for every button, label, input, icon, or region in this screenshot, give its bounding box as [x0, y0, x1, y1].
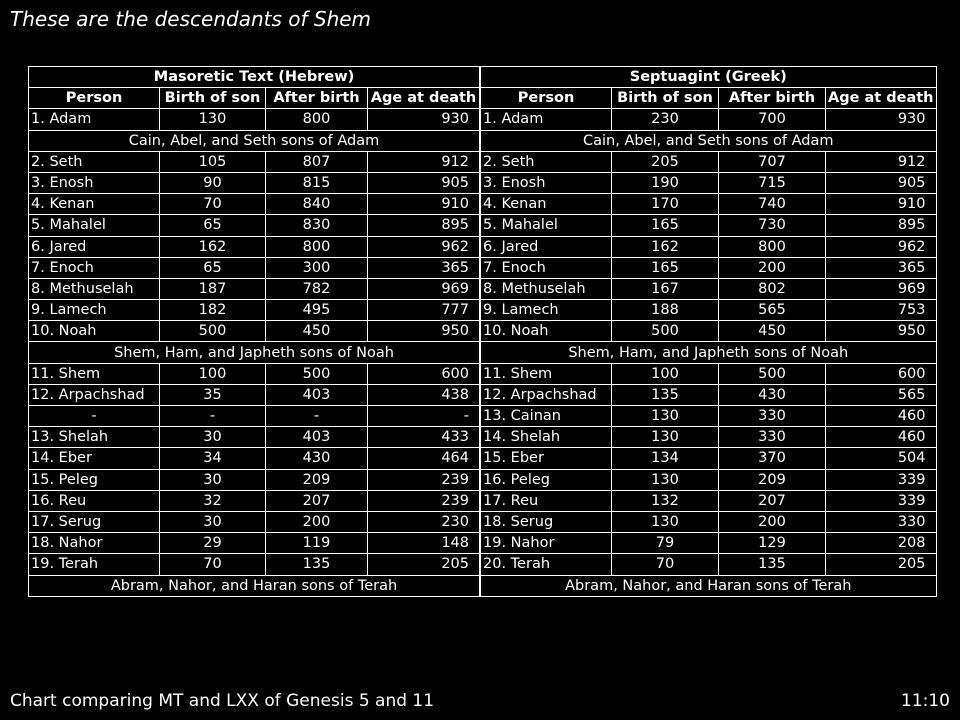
person-cell: 15. Eber	[481, 448, 612, 469]
table-row	[481, 384, 937, 405]
person-cell: 8. Methuselah	[481, 278, 612, 299]
age-at-death-cell: 777	[368, 300, 480, 321]
after-birth-cell: 207	[719, 490, 826, 511]
table-row	[481, 194, 937, 215]
table-row	[29, 257, 480, 278]
after-birth-cell: 403	[266, 384, 368, 405]
table-row	[29, 533, 480, 554]
table-row	[29, 278, 480, 299]
person-cell: 18. Nahor	[29, 533, 160, 554]
birth-of-son-cell: 29	[160, 533, 266, 554]
birth-of-son-cell: 100	[612, 363, 719, 384]
age-at-death-cell: 433	[368, 427, 480, 448]
after-birth-cell: 207	[266, 490, 368, 511]
table-row	[481, 406, 937, 427]
after-birth-cell: 330	[719, 427, 826, 448]
birth-of-son-cell: 34	[160, 448, 266, 469]
col-birth-of-son: Birth of son	[612, 88, 719, 109]
table-row	[29, 321, 480, 342]
person-cell: 1. Adam	[481, 109, 612, 130]
age-at-death-cell: 339	[826, 469, 937, 490]
lxx-table	[480, 66, 937, 597]
table-row	[481, 172, 937, 193]
after-birth-cell: 800	[266, 109, 368, 130]
birth-of-son-cell: 165	[612, 257, 719, 278]
after-birth-cell: 840	[266, 194, 368, 215]
after-birth-cell: 129	[719, 533, 826, 554]
birth-of-son-cell: 130	[612, 511, 719, 532]
person-cell: 19. Nahor	[481, 533, 612, 554]
birth-of-son-cell: 130	[612, 427, 719, 448]
col-person: Person	[481, 88, 612, 109]
birth-of-son-cell: 65	[160, 215, 266, 236]
age-at-death-cell: 239	[368, 469, 480, 490]
slide-title: These are the descendants of Shem	[10, 7, 372, 31]
age-at-death-cell: 460	[826, 427, 937, 448]
table-row	[481, 427, 937, 448]
after-birth-cell: 700	[719, 109, 826, 130]
age-at-death-cell: 969	[826, 278, 937, 299]
age-at-death-cell: 950	[368, 321, 480, 342]
birth-of-son-cell: 205	[612, 151, 719, 172]
person-cell: 15. Peleg	[29, 469, 160, 490]
birth-of-son-cell: 30	[160, 511, 266, 532]
table-row	[481, 236, 937, 257]
birth-of-son-cell: 30	[160, 469, 266, 490]
person-cell: 4. Kenan	[481, 194, 612, 215]
birth-of-son-cell: 162	[612, 236, 719, 257]
birth-of-son-cell: 130	[612, 469, 719, 490]
birth-of-son-cell: 65	[160, 257, 266, 278]
person-cell: 5. Mahalel	[481, 215, 612, 236]
table-row	[29, 236, 480, 257]
person-cell: 2. Seth	[481, 151, 612, 172]
after-birth-cell: 135	[266, 554, 368, 575]
birth-of-son-cell: 32	[160, 490, 266, 511]
table-row	[29, 384, 480, 405]
table-row	[481, 321, 937, 342]
after-birth-cell: 500	[266, 363, 368, 384]
col-age-at-death: Age at death	[368, 88, 480, 109]
note-cell: Cain, Abel, and Seth sons of Adam	[481, 130, 937, 151]
age-at-death-cell: 464	[368, 448, 480, 469]
person-cell: 13. Shelah	[29, 427, 160, 448]
birth-of-son-cell: 167	[612, 278, 719, 299]
age-at-death-cell: 905	[826, 172, 937, 193]
person-cell: 16. Peleg	[481, 469, 612, 490]
person-cell: 11. Shem	[481, 363, 612, 384]
age-at-death-cell: 962	[368, 236, 480, 257]
person-cell: 17. Reu	[481, 490, 612, 511]
after-birth-cell: 807	[266, 151, 368, 172]
person-cell: 6. Jared	[29, 236, 160, 257]
table-row	[29, 109, 480, 130]
person-cell: -	[29, 406, 160, 427]
table-row	[29, 172, 480, 193]
person-cell: 7. Enoch	[29, 257, 160, 278]
birth-of-son-cell: 170	[612, 194, 719, 215]
birth-of-son-cell: 79	[612, 533, 719, 554]
table-row	[29, 151, 480, 172]
person-cell: 9. Lamech	[29, 300, 160, 321]
after-birth-cell: 730	[719, 215, 826, 236]
mt-heading: Masoretic Text (Hebrew)	[29, 67, 480, 88]
after-birth-cell: 800	[266, 236, 368, 257]
col-person: Person	[29, 88, 160, 109]
birth-of-son-cell: 230	[612, 109, 719, 130]
after-birth-cell: 800	[719, 236, 826, 257]
birth-of-son-cell: 130	[612, 406, 719, 427]
person-cell: 10. Noah	[29, 321, 160, 342]
birth-of-son-cell: 70	[160, 194, 266, 215]
person-cell: 9. Lamech	[481, 300, 612, 321]
table-row	[481, 109, 937, 130]
age-at-death-cell: 460	[826, 406, 937, 427]
person-cell: 14. Eber	[29, 448, 160, 469]
person-cell: 16. Reu	[29, 490, 160, 511]
age-at-death-cell: 330	[826, 511, 937, 532]
table-row	[481, 469, 937, 490]
birth-of-son-cell: 105	[160, 151, 266, 172]
table-row	[481, 363, 937, 384]
person-cell: 2. Seth	[29, 151, 160, 172]
table-row	[481, 533, 937, 554]
birth-of-son-cell: 35	[160, 384, 266, 405]
age-at-death-cell: 930	[826, 109, 937, 130]
after-birth-cell: 430	[266, 448, 368, 469]
lxx-body	[481, 109, 937, 596]
age-at-death-cell: 912	[826, 151, 937, 172]
birth-of-son-cell: 188	[612, 300, 719, 321]
note-cell: Shem, Ham, and Japheth sons of Noah	[481, 342, 937, 363]
after-birth-cell: 209	[719, 469, 826, 490]
person-cell: 6. Jared	[481, 236, 612, 257]
age-at-death-cell: 895	[826, 215, 937, 236]
person-cell: 14. Shelah	[481, 427, 612, 448]
birth-of-son-cell: 70	[612, 554, 719, 575]
col-after-birth: After birth	[266, 88, 368, 109]
birth-of-son-cell: 500	[612, 321, 719, 342]
after-birth-cell: 565	[719, 300, 826, 321]
after-birth-cell: 403	[266, 427, 368, 448]
birth-of-son-cell: 182	[160, 300, 266, 321]
after-birth-cell: 707	[719, 151, 826, 172]
birth-of-son-cell: 130	[160, 109, 266, 130]
note-row	[481, 575, 937, 596]
table-row	[29, 427, 480, 448]
person-cell: 3. Enosh	[29, 172, 160, 193]
slide-number: 11:10	[901, 691, 950, 711]
age-at-death-cell: 753	[826, 300, 937, 321]
age-at-death-cell: 239	[368, 490, 480, 511]
age-at-death-cell: 148	[368, 533, 480, 554]
col-age-at-death: Age at death	[826, 88, 937, 109]
table-row	[29, 511, 480, 532]
table-row	[29, 406, 480, 427]
person-cell: 12. Arpachshad	[29, 384, 160, 405]
age-at-death-cell: 438	[368, 384, 480, 405]
after-birth-cell: 715	[719, 172, 826, 193]
table-row	[29, 300, 480, 321]
after-birth-cell: 450	[266, 321, 368, 342]
birth-of-son-cell: 134	[612, 448, 719, 469]
after-birth-cell: 330	[719, 406, 826, 427]
after-birth-cell: 450	[719, 321, 826, 342]
table-row	[29, 469, 480, 490]
comparison-grid	[28, 66, 937, 597]
birth-of-son-cell: 30	[160, 427, 266, 448]
age-at-death-cell: -	[368, 406, 480, 427]
table-row	[481, 151, 937, 172]
table-row	[29, 194, 480, 215]
age-at-death-cell: 962	[826, 236, 937, 257]
age-at-death-cell: 912	[368, 151, 480, 172]
note-row	[481, 130, 937, 151]
after-birth-cell: 200	[266, 511, 368, 532]
after-birth-cell: 200	[719, 511, 826, 532]
person-cell: 7. Enoch	[481, 257, 612, 278]
birth-of-son-cell: 132	[612, 490, 719, 511]
age-at-death-cell: 600	[826, 363, 937, 384]
note-row	[29, 130, 480, 151]
after-birth-cell: 370	[719, 448, 826, 469]
person-cell: 12. Arpachshad	[481, 384, 612, 405]
birth-of-son-cell: 165	[612, 215, 719, 236]
table-row	[481, 490, 937, 511]
birth-of-son-cell: 90	[160, 172, 266, 193]
person-cell: 1. Adam	[29, 109, 160, 130]
person-cell: 19. Terah	[29, 554, 160, 575]
table-row	[481, 215, 937, 236]
after-birth-cell: 430	[719, 384, 826, 405]
table-row	[481, 448, 937, 469]
age-at-death-cell: 208	[826, 533, 937, 554]
table-row	[29, 215, 480, 236]
birth-of-son-cell: 162	[160, 236, 266, 257]
after-birth-cell: 300	[266, 257, 368, 278]
note-row	[29, 342, 480, 363]
after-birth-cell: 200	[719, 257, 826, 278]
birth-of-son-cell: 187	[160, 278, 266, 299]
after-birth-cell: 815	[266, 172, 368, 193]
table-row	[29, 363, 480, 384]
age-at-death-cell: 600	[368, 363, 480, 384]
person-cell: 13. Cainan	[481, 406, 612, 427]
after-birth-cell: 782	[266, 278, 368, 299]
person-cell: 3. Enosh	[481, 172, 612, 193]
table-row	[29, 448, 480, 469]
age-at-death-cell: 230	[368, 511, 480, 532]
table-row	[481, 257, 937, 278]
person-cell: 8. Methuselah	[29, 278, 160, 299]
table-row	[29, 490, 480, 511]
age-at-death-cell: 905	[368, 172, 480, 193]
note-cell: Abram, Nahor, and Haran sons of Terah	[481, 575, 937, 596]
person-cell: 20. Terah	[481, 554, 612, 575]
table-row	[481, 300, 937, 321]
age-at-death-cell: 950	[826, 321, 937, 342]
birth-of-son-cell: 70	[160, 554, 266, 575]
age-at-death-cell: 365	[826, 257, 937, 278]
age-at-death-cell: 504	[826, 448, 937, 469]
mt-table	[28, 66, 480, 597]
birth-of-son-cell: 500	[160, 321, 266, 342]
age-at-death-cell: 910	[368, 194, 480, 215]
after-birth-cell: 802	[719, 278, 826, 299]
note-cell: Cain, Abel, and Seth sons of Adam	[29, 130, 480, 151]
birth-of-son-cell: 100	[160, 363, 266, 384]
after-birth-cell: 209	[266, 469, 368, 490]
note-row	[29, 575, 480, 596]
after-birth-cell: 740	[719, 194, 826, 215]
footer-caption: Chart comparing MT and LXX of Genesis 5 and 11	[10, 691, 435, 711]
note-row	[481, 342, 937, 363]
birth-of-son-cell: -	[160, 406, 266, 427]
after-birth-cell: 495	[266, 300, 368, 321]
age-at-death-cell: 930	[368, 109, 480, 130]
table-row	[481, 278, 937, 299]
note-cell: Abram, Nahor, and Haran sons of Terah	[29, 575, 480, 596]
after-birth-cell: 119	[266, 533, 368, 554]
age-at-death-cell: 339	[826, 490, 937, 511]
col-birth-of-son: Birth of son	[160, 88, 266, 109]
birth-of-son-cell: 190	[612, 172, 719, 193]
after-birth-cell: 830	[266, 215, 368, 236]
person-cell: 17. Serug	[29, 511, 160, 532]
table-row	[29, 554, 480, 575]
after-birth-cell: 135	[719, 554, 826, 575]
person-cell: 10. Noah	[481, 321, 612, 342]
note-cell: Shem, Ham, and Japheth sons of Noah	[29, 342, 480, 363]
after-birth-cell: 500	[719, 363, 826, 384]
age-at-death-cell: 969	[368, 278, 480, 299]
age-at-death-cell: 365	[368, 257, 480, 278]
age-at-death-cell: 565	[826, 384, 937, 405]
person-cell: 11. Shem	[29, 363, 160, 384]
table-row	[481, 554, 937, 575]
after-birth-cell: -	[266, 406, 368, 427]
lxx-heading: Septuagint (Greek)	[481, 67, 937, 88]
age-at-death-cell: 205	[826, 554, 937, 575]
age-at-death-cell: 910	[826, 194, 937, 215]
age-at-death-cell: 895	[368, 215, 480, 236]
birth-of-son-cell: 135	[612, 384, 719, 405]
col-after-birth: After birth	[719, 88, 826, 109]
person-cell: 4. Kenan	[29, 194, 160, 215]
age-at-death-cell: 205	[368, 554, 480, 575]
table-row	[481, 511, 937, 532]
mt-body	[29, 109, 480, 596]
person-cell: 18. Serug	[481, 511, 612, 532]
person-cell: 5. Mahalel	[29, 215, 160, 236]
